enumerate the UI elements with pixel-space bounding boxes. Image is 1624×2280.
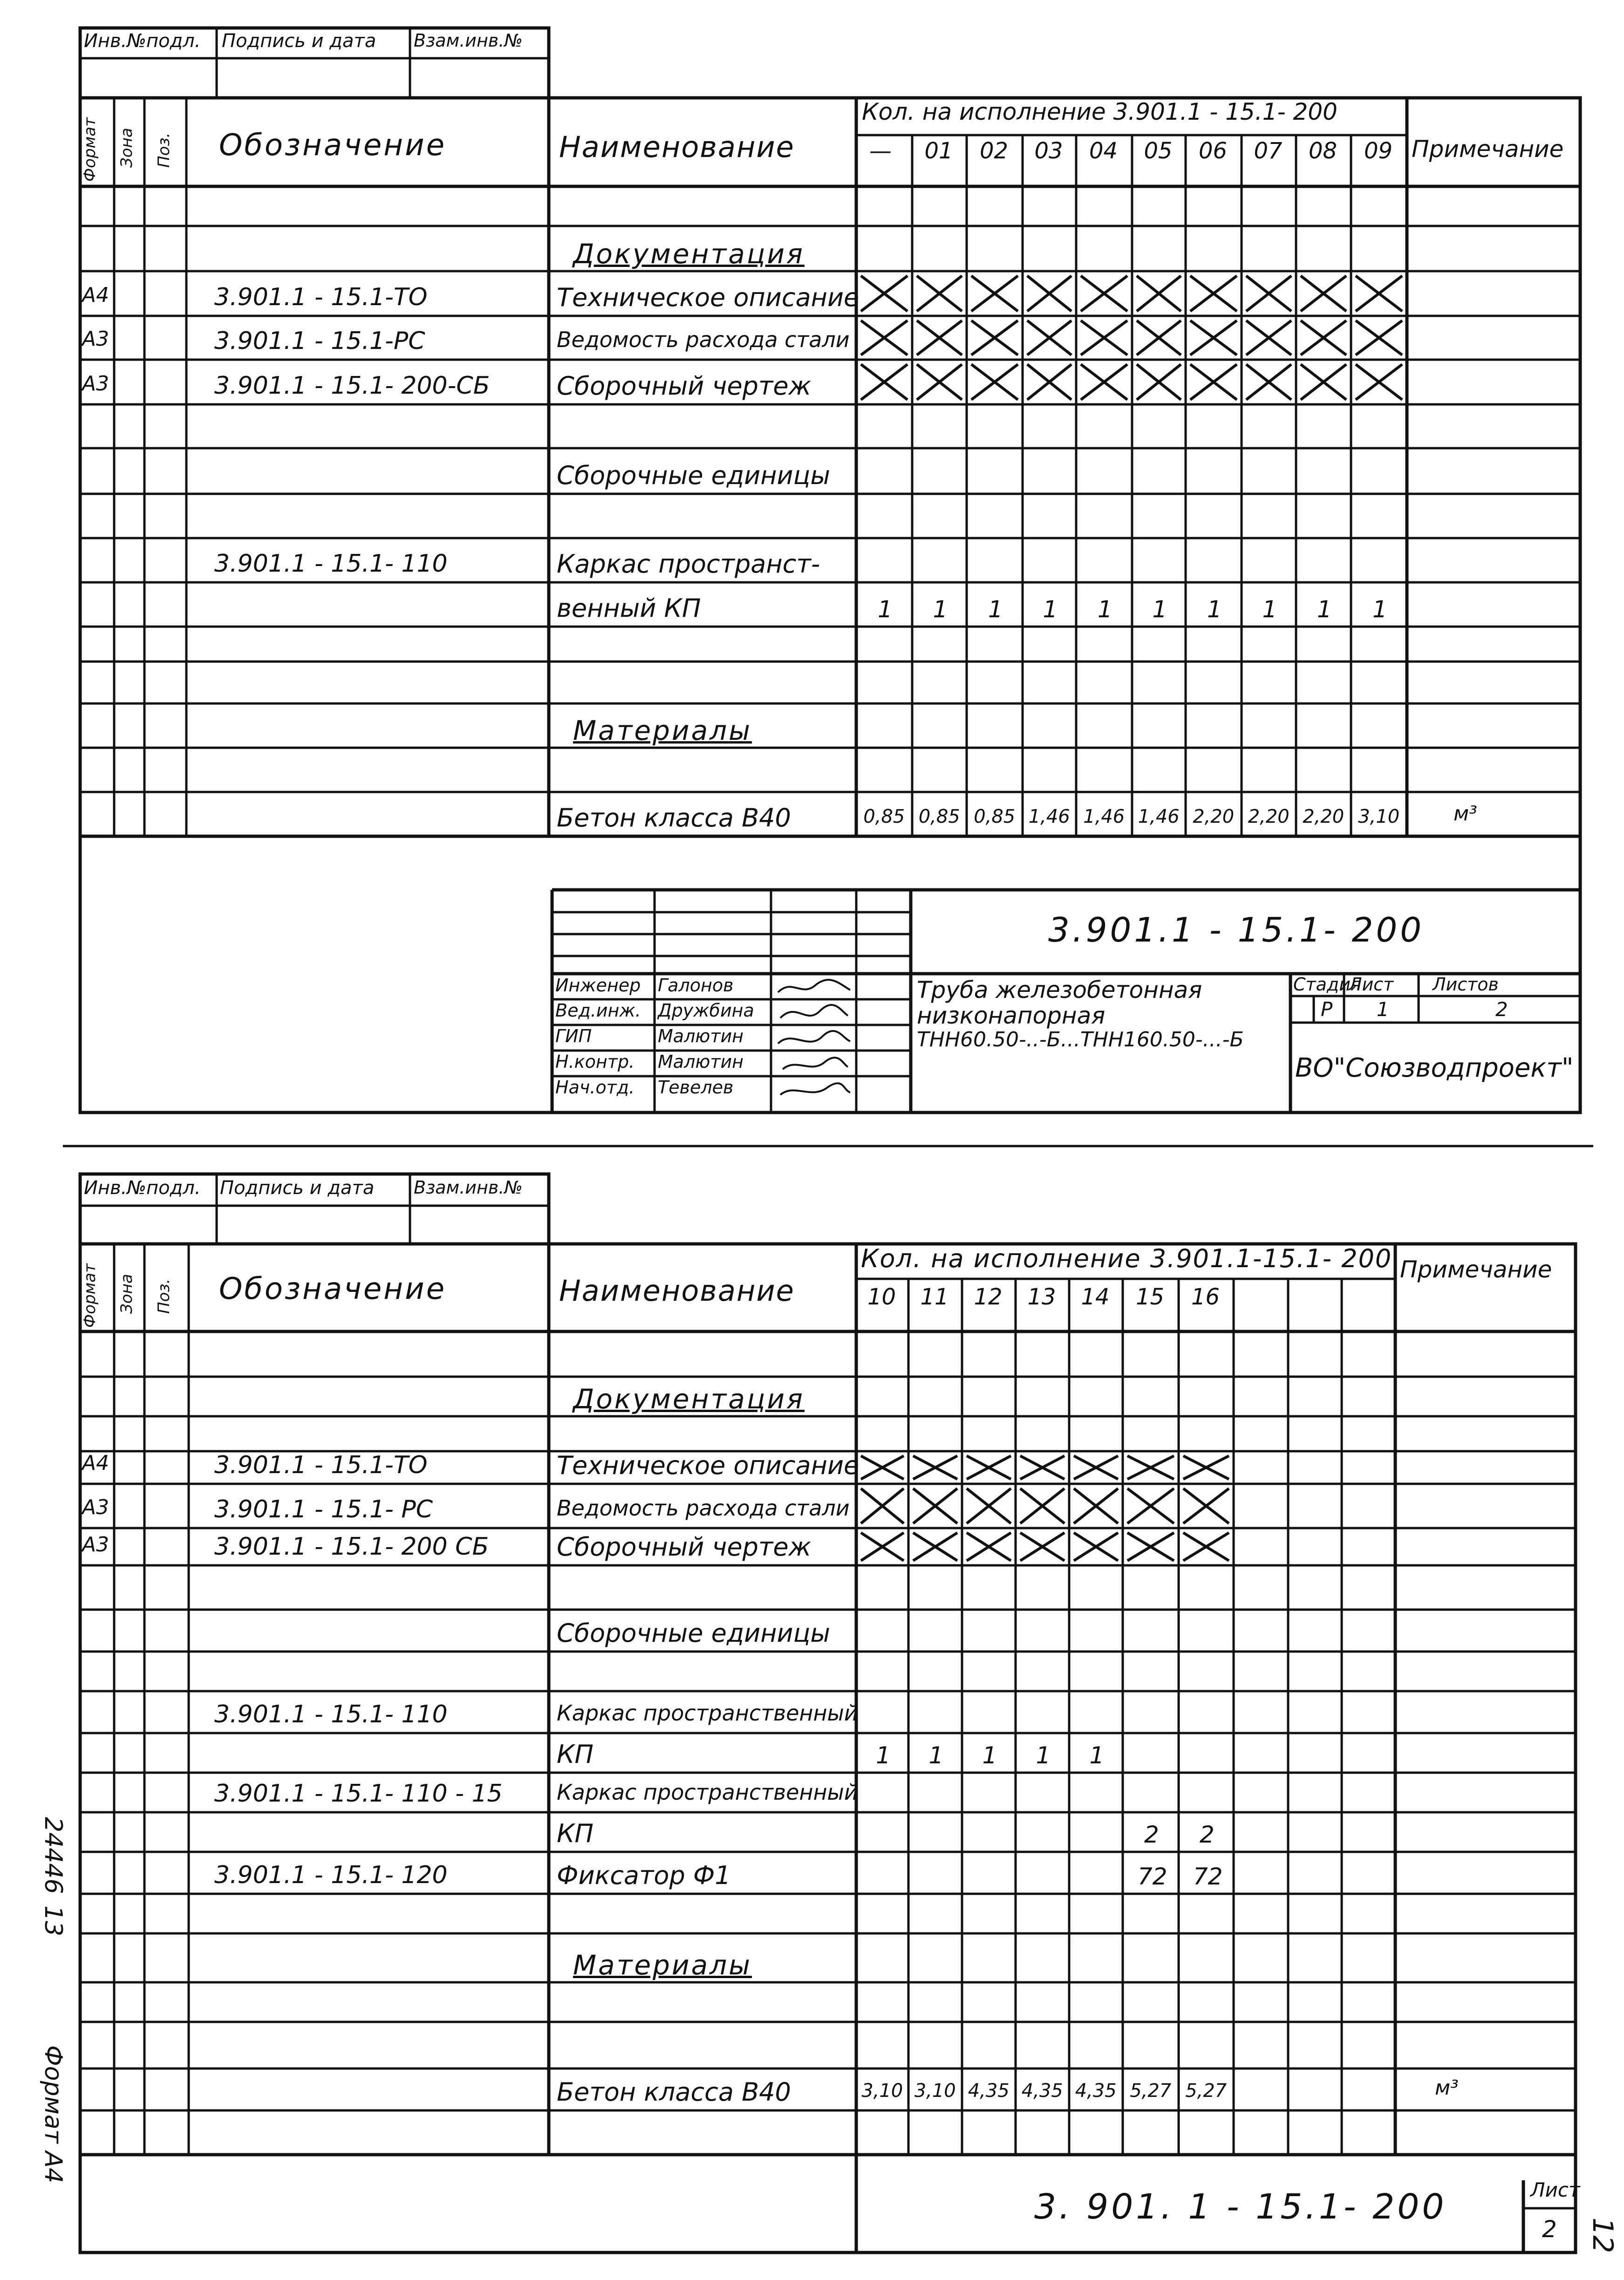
row-designation: 3.901.1 - 15.1-ТО <box>214 1451 428 1479</box>
product-line-1: Труба железобетонная <box>917 976 1202 1003</box>
row-quantity: 1,46 <box>1028 806 1070 827</box>
row-designation: 3.901.1 - 15.1-ТО <box>214 283 428 311</box>
header-name: Наименование <box>559 130 795 164</box>
stamp-sign-label-2: Подпись и дата <box>220 1177 375 1199</box>
header-pos: Поз. <box>155 132 173 168</box>
row-name: Каркас пространственный <box>557 1700 858 1726</box>
row-quantity: 4,35 <box>968 2080 1010 2102</box>
row-quantity: 1 <box>1043 596 1058 623</box>
row-name: Сборочные единицы <box>557 1618 831 1648</box>
name-1: Галонов <box>658 975 734 996</box>
row-quantity: 2 <box>1200 1821 1215 1848</box>
variant-header: 05 <box>1144 138 1173 164</box>
variant-header: 16 <box>1191 1284 1220 1310</box>
variant-header: 02 <box>980 138 1009 164</box>
stage-value: Р <box>1321 998 1333 1021</box>
row-name: Сборочный чертеж <box>557 371 812 401</box>
row-quantity: 2,20 <box>1248 806 1290 827</box>
header-qty-title-2: Кол. на исполнение 3.901.1-15.1- 200 <box>861 1244 1392 1273</box>
row-quantity: 2 <box>1144 1821 1159 1848</box>
row-quantity: 3,10 <box>914 2080 956 2102</box>
row-designation: 3.901.1 - 15.1- 120 <box>214 1861 448 1889</box>
row-name: КП <box>557 1740 594 1769</box>
row-name: КП <box>557 1819 594 1848</box>
variant-header: 15 <box>1136 1284 1165 1310</box>
row-quantity: 1 <box>878 596 893 623</box>
variant-header: 09 <box>1364 138 1393 164</box>
header-designation: Обозначение <box>219 128 447 163</box>
row-name: Каркас пространственный <box>557 1780 858 1805</box>
role-norm-control: Н.контр. <box>555 1051 635 1072</box>
row-quantity: 72 <box>1193 1863 1223 1890</box>
margin-format: Формат А4 <box>39 2045 67 2184</box>
row-name: Материалы <box>573 1949 752 1981</box>
row-designation: 3.901.1 - 15.1- 110 <box>214 550 448 578</box>
row-quantity: 2,20 <box>1193 806 1235 827</box>
row-quantity: 4,35 <box>1021 2080 1063 2102</box>
variant-header: 14 <box>1081 1284 1110 1310</box>
row-name: Бетон класса В40 <box>557 803 791 833</box>
row-quantity: 3,10 <box>861 2080 903 2102</box>
role-engineer: Инженер <box>555 975 641 996</box>
row-quantity: 5,27 <box>1130 2080 1172 2102</box>
variant-header: 13 <box>1027 1284 1056 1310</box>
row-name: Сборочные единицы <box>557 461 831 490</box>
row-quantity: 1 <box>1098 596 1112 623</box>
header-format-2: Формат <box>81 1263 99 1328</box>
row-format: A4 <box>82 1451 109 1475</box>
row-name: Фиксатор Ф1 <box>557 1861 731 1890</box>
row-quantity: 1 <box>1372 596 1387 623</box>
row-format: A3 <box>82 327 109 351</box>
sheet-label-2: Лист <box>1530 2178 1580 2201</box>
header-zone: Зона <box>117 128 136 168</box>
header-qty-title: Кол. на исполнение 3.901.1 - 15.1- 200 <box>862 98 1337 125</box>
sheet-value-2: 2 <box>1542 2216 1557 2243</box>
stamp-replace-label: Взам.инв.№ <box>414 30 523 51</box>
row-name: Сборочный чертеж <box>557 1532 812 1562</box>
row-quantity: 1 <box>933 596 948 623</box>
variant-header: 12 <box>974 1284 1003 1310</box>
row-quantity: 5,27 <box>1185 2080 1227 2102</box>
row-name: Техническое описание <box>557 1451 860 1480</box>
sheets-value: 2 <box>1495 998 1508 1021</box>
title-code: 3.901.1 - 15.1- 200 <box>1048 910 1425 949</box>
row-designation: 3.901.1 - 15.1- 200-СБ <box>214 372 490 400</box>
row-quantity: 1 <box>1207 596 1222 623</box>
title-code-2: 3. 901. 1 - 15.1- 200 <box>1034 2187 1447 2227</box>
variant-header: 01 <box>924 138 953 164</box>
header-pos-2: Поз. <box>155 1278 173 1314</box>
row-name: Ведомость расхода стали <box>557 327 850 352</box>
row-designation: 3.901.1 - 15.1- 200 СБ <box>214 1533 489 1561</box>
product-line-2: низконапорная <box>917 1002 1105 1029</box>
variant-header: 10 <box>867 1284 896 1310</box>
name-5: Тевелев <box>658 1077 734 1098</box>
row-quantity: 1 <box>982 1742 997 1769</box>
row-quantity: 1 <box>1152 596 1167 623</box>
name-4: Малютин <box>658 1051 744 1072</box>
stamp-inv-label: Инв.№подл. <box>84 30 201 52</box>
row-quantity: 3,10 <box>1358 806 1400 827</box>
name-3: Малютин <box>658 1026 744 1046</box>
variant-header: 11 <box>920 1284 949 1310</box>
sheet-value: 1 <box>1377 998 1389 1021</box>
row-format: A3 <box>82 1495 109 1519</box>
row-quantity: 1 <box>1262 596 1277 623</box>
row-quantity: 0,85 <box>918 806 960 827</box>
header-name-2: Наименование <box>559 1274 795 1308</box>
row-quantity: 0,85 <box>974 806 1016 827</box>
signature-graphics <box>773 974 855 1113</box>
row-quantity: 1 <box>988 596 1003 623</box>
row-quantity: 1,46 <box>1083 806 1125 827</box>
row-quantity: 1 <box>928 1742 944 1769</box>
row-format: A3 <box>82 1533 109 1556</box>
row-name: Документация <box>573 238 805 270</box>
variant-header: 08 <box>1309 138 1337 164</box>
stage-label: Стадия <box>1293 974 1361 995</box>
row-name: Материалы <box>573 715 752 746</box>
header-designation-2: Обозначение <box>219 1272 447 1306</box>
row-quantity: 1 <box>1089 1742 1105 1769</box>
row-name: Бетон класса В40 <box>557 2077 791 2107</box>
header-note: Примечание <box>1412 136 1564 163</box>
sheets-label: Листов <box>1433 974 1499 995</box>
row-quantity: 4,35 <box>1075 2080 1117 2102</box>
variant-header: 06 <box>1199 138 1228 164</box>
margin-page-number: 13 <box>39 1905 67 1937</box>
header-format: Формат <box>81 117 99 182</box>
row-name: Техническое описание <box>557 283 860 312</box>
row-name: венный КП <box>557 594 701 623</box>
stamp-inv-label-2: Инв.№подл. <box>84 1177 201 1199</box>
row-name: Документация <box>573 1383 805 1415</box>
variant-header: 03 <box>1034 138 1063 164</box>
role-dept-head: Нач.отд. <box>555 1077 635 1098</box>
header-zone-2: Зона <box>117 1274 136 1314</box>
stamp-replace-label-2: Взам.инв.№ <box>414 1177 523 1198</box>
sheet-label: Лист <box>1349 974 1394 995</box>
row-quantity: 1 <box>876 1742 891 1769</box>
row-name: Ведомость расхода стали <box>557 1495 850 1521</box>
row-designation: 3.901.1 - 15.1- 110 <box>214 1700 448 1728</box>
org-name: ВО"Союзводпроект" <box>1295 1053 1574 1083</box>
row-format: A3 <box>82 372 109 396</box>
stamp-sign-label: Подпись и дата <box>222 30 376 52</box>
row-designation: 3.901.1 - 15.1- РС <box>214 1495 433 1523</box>
variant-header: — <box>869 138 892 164</box>
variant-header: 04 <box>1089 138 1118 164</box>
name-2: Дружбина <box>658 1000 754 1021</box>
header-note-2: Примечание <box>1400 1256 1552 1283</box>
row-quantity: 1 <box>1317 596 1332 623</box>
role-lead-engineer: Вед.инж. <box>555 1000 641 1021</box>
row-quantity: 1 <box>1036 1742 1051 1769</box>
row-quantity: 72 <box>1138 1863 1167 1890</box>
margin-archive-number: 24446 <box>39 1817 67 1894</box>
row-format: A4 <box>82 283 109 307</box>
product-line-3: ТНН60.50-..-Б...ТНН160.50-...-Б <box>917 1028 1244 1051</box>
row-note: м³ <box>1435 2076 1459 2100</box>
row-name: Каркас пространст- <box>557 549 820 579</box>
role-gip: ГИП <box>555 1026 592 1046</box>
row-designation: 3.901.1 - 15.1-РС <box>214 327 425 355</box>
row-note: м³ <box>1453 802 1477 826</box>
row-quantity: 1,46 <box>1138 806 1180 827</box>
margin-right-number: 12 <box>1586 2218 1619 2253</box>
row-designation: 3.901.1 - 15.1- 110 - 15 <box>214 1780 503 1808</box>
variant-header: 07 <box>1254 138 1283 164</box>
row-quantity: 2,20 <box>1303 806 1344 827</box>
row-quantity: 0,85 <box>863 806 905 827</box>
